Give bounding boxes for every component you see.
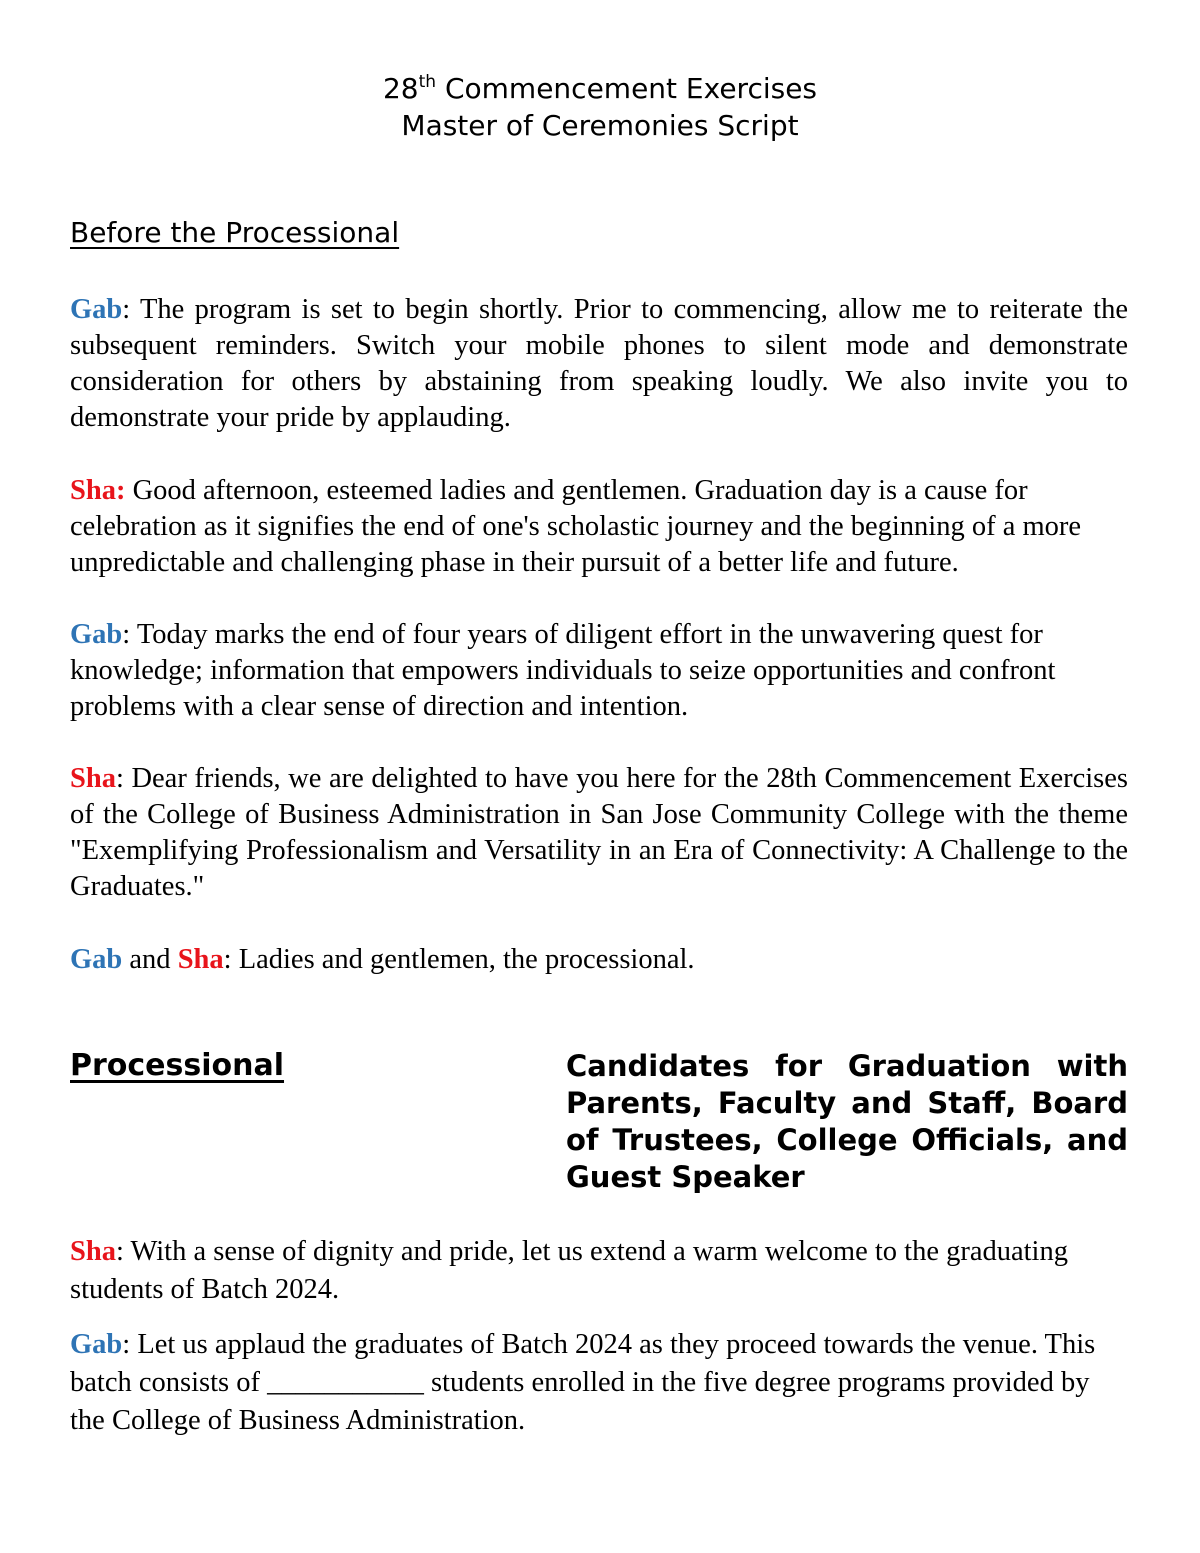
section-heading-before-processional: Before the Processional xyxy=(70,216,400,249)
script-paragraph-gab-and-sha: Gab and Sha: Ladies and gentlemen, the processional. xyxy=(70,944,695,975)
script-paragraph-gab-2: Gab: Today marks the end of four years of diligent effort in the unwavering quest for knowledge; information that empowers individuals to seize opportunities and confront problems with a clear sense of direction and intention. xyxy=(70,619,1056,722)
script-paragraph-sha-3: Sha: With a sense of dignity and pride, let us extend a warm welcome to the graduating students of Batch 2024. xyxy=(70,1236,1068,1305)
document-subtitle: Master of Ceremonies Script xyxy=(401,109,799,142)
speaker-gab: Gab xyxy=(70,619,123,650)
section-heading-processional: Processional xyxy=(70,1048,285,1083)
script-paragraph-gab-1: Gab: The program is set to begin shortly. Prior to commencing, allow me to reiterate the subsequent reminders. Switch your mobile phones to silent mode and demonstrate consideration for others by abstaining from speaking loudly. We also invite you to demonstrate your pride by applauding. xyxy=(70,294,1128,433)
speaker-gab: Gab xyxy=(70,944,123,975)
speaker-sha: Sha xyxy=(177,944,224,975)
document-title: 28th Commencement Exercises xyxy=(382,72,818,105)
speaker-gab: Gab xyxy=(70,294,123,325)
script-paragraph-gab-3: Gab: Let us applaud the graduates of Batch 2024 as they proceed towards the venue. This batch consists of ___________ students enrolled in the five degree programs provided by the College of Business Administration. xyxy=(70,1329,1096,1436)
script-paragraph-sha-2: Sha: Dear friends, we are delighted to have you here for the 28th Commencement Exercises of the College of Business Administration in San Jose Community College with the theme "Exemplifying Professionalism and Versatility in an Era of Connectivity: A Challenge to the Graduates." xyxy=(70,763,1129,902)
speaker-sha: Sha: xyxy=(70,475,126,506)
script-paragraph-sha-1: Sha: Good afternoon, esteemed ladies and gentlemen. Graduation day is a cause for celebration as it signifies the end of one's scholastic journey and the beginning of a more unpredictable and challenging phase in their pursuit of a better life and future. xyxy=(70,475,1082,578)
processional-participants: Candidates for Graduation with Parents, Faculty and Staff, Board of Trustees, College Officials, and Guest Speaker xyxy=(566,1049,1128,1194)
document-header xyxy=(0,70,1200,144)
speaker-sha: Sha xyxy=(70,763,116,794)
speaker-sha: Sha xyxy=(70,1236,116,1267)
speaker-gab: Gab xyxy=(70,1329,123,1360)
